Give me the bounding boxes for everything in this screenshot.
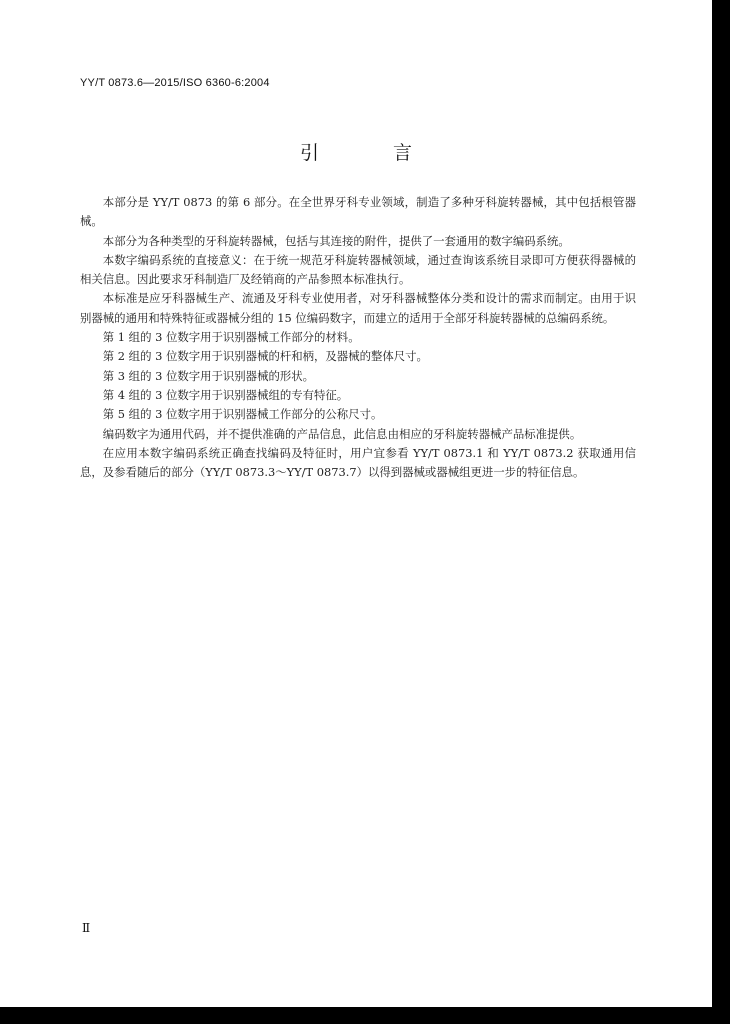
- scan-border-bottom: [0, 1007, 730, 1024]
- paragraph: 第 1 组的 3 位数字用于识别器械工作部分的材料。: [102, 330, 360, 345]
- scan-border-right: [712, 0, 730, 1024]
- paragraph: 本部分是 YY/T 0873 的第 6 部分。在全世界牙科专业领域，制造了多种牙科旋转器械，其中包括根管器械。: [80, 195, 636, 229]
- paragraph: 本数字编码系统的直接意义：在于统一规范牙科旋转器械领域，通过查询该系统目录即可方便获得器械的相关信息。因此要求牙科制造厂及经销商的产品参照本标准执行。: [80, 252, 636, 287]
- paragraph: 在应用本数字编码系统正确查找编码及特征时，用户宜参看 YY/T 0873.1 和 YY/T 0873.2 获取通用信息，及参看随后的部分（YY/T 0873.3～YY/T 0873.7）以得到器械或器械组更进一步的特征信息。: [80, 445, 636, 480]
- paragraph: 第 2 组的 3 位数字用于识别器械的杆和柄，及器械的整体尺寸。: [102, 349, 428, 364]
- page-title: 引 言: [299, 142, 447, 164]
- paragraph: 第 3 组的 3 位数字用于识别器械的形状。: [102, 368, 315, 383]
- paragraph: 本部分为各种类型的牙科旋转器械，包括与其连接的附件，提供了一套通用的数字编码系统。: [102, 233, 570, 248]
- page-number: Ⅱ: [82, 921, 91, 935]
- paragraph: 第 5 组的 3 位数字用于识别器械工作部分的公称尺寸。: [102, 407, 383, 422]
- paragraph: 第 4 组的 3 位数字用于识别器械组的专有特征。: [102, 387, 349, 402]
- paragraph: 本标准是应牙科器械生产、流通及牙科专业使用者，对牙科器械整体分类和设计的需求而制定。由用于识别器械的通用和特殊特征或器械分组的 15 位编码数字，而建立的适用于全部牙科旋转器械的总编码系统。: [80, 291, 636, 325]
- standard-code-header: YY/T 0873.6—2015/ISO 6360-6:2004: [80, 77, 270, 89]
- introduction-body: [80, 193, 636, 482]
- paragraph: 编码数字为通用代码，并不提供准确的产品信息，此信息由相应的牙科旋转器械产品标准提供。: [102, 426, 582, 441]
